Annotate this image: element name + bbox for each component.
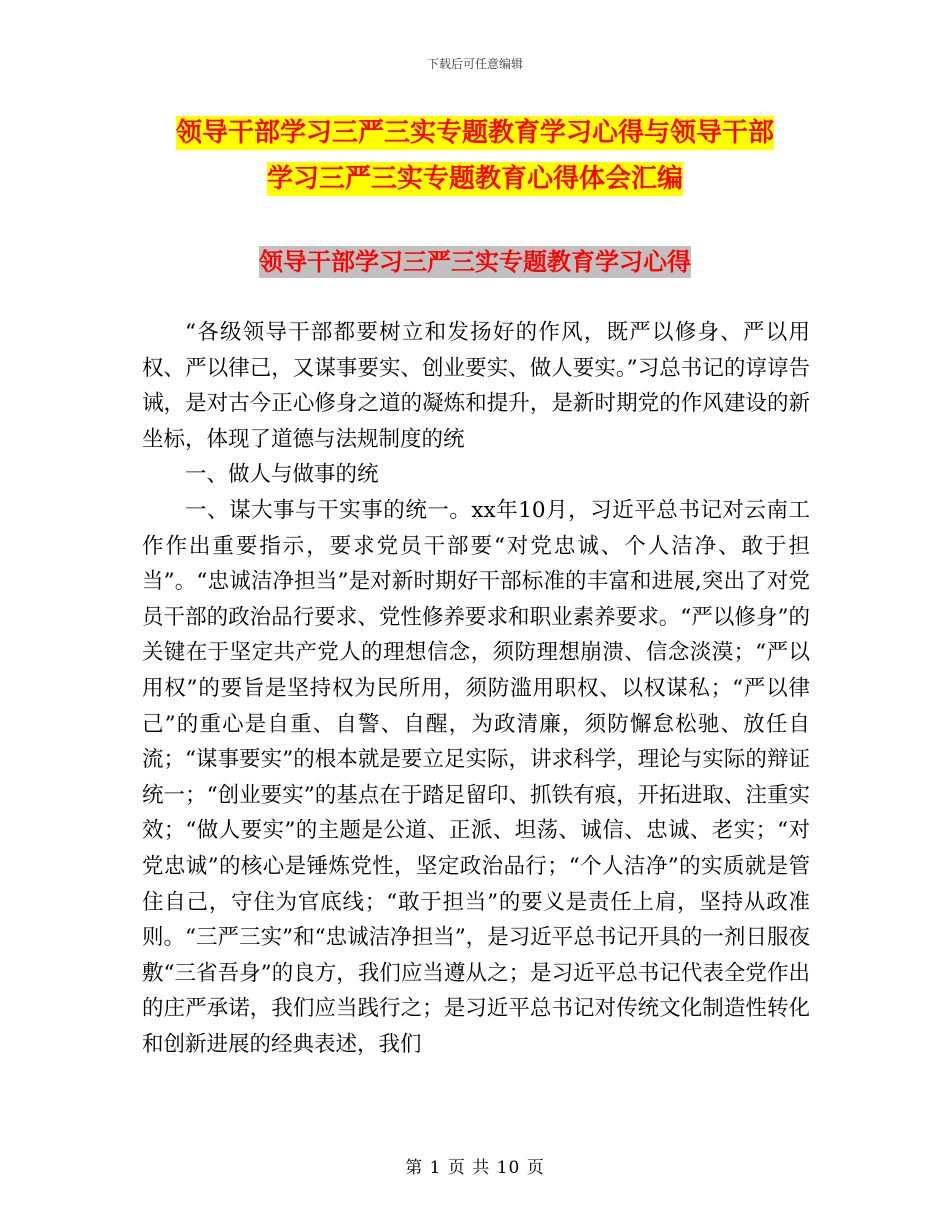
document-body: [142, 315, 810, 1062]
paragraph-main: 一、谋大事与干实事的统一。xx年10月，习近平总书记对云南工作作出重要指示，要求党员干部要“对党忠诚、个人洁净、敢于担当”。“忠诚洁净担当”是对新时期好干部标准的丰富和进展,突出了对党员干部的政治品行要求、党性修养要求和职业素养要求。“严以修身”的关键在于坚定共产党人的理想信念，须防理想崩溃、信念淡漠；“严以用权”的要旨是坚持权为民所用，须防滥用职权、以权谋私；“严以律己”的重心是自重、自警、自醒，为政清廉，须防懈怠松驰、放任自流；“谋事要实”的根本就是要立足实际，讲求科学，理论与实际的辩证统一；“创业要实”的基点在于踏足留印、抓铁有痕，开拓进取、注重实效；“做人要实”的主题是公道、正派、坦荡、诚信、忠诚、老实；“对党忠诚”的核心是锤炼党性，坚定政治品行；“个人洁净”的实质就是管住自己，守住为官底线；“敢于担当”的要义是责任上肩，坚持从政准则。“三严三实”和“忠诚洁净担当”，是习近平总书记开具的一剂日服夜敷“三省吾身”的良方，我们应当遵从之；是习近平总书记代表全党作出的庄严承诺，我们应当践行之；是习近平总书记对传统文化制造性转化和创新进展的经典表述，我们: [142, 497, 810, 1057]
document-title: [0, 110, 950, 202]
paragraph-intro: “各级领导干部都要树立和发扬好的作风，既严以修身、严以用权、严以律己，又谋事要实、创业要实、做人要实。”习总书记的谆谆告诫，是对古今正心修身之道的凝炼和提升，是新时期党的作风建设的新坐标，体现了道德与法规制度的统: [142, 320, 810, 452]
header-note: 下载后可任意编辑: [426, 57, 523, 71]
section-heading: [0, 244, 950, 280]
section-heading-text: 领导干部学习三严三实专题教育学习心得: [259, 248, 691, 276]
paragraph-heading-1: 一、做人与做事的统: [185, 462, 379, 488]
title-line-1: 领导干部学习三严三实专题教育学习心得与领导干部: [175, 118, 774, 148]
page-footer: 第 1 页 共 10 页: [405, 1158, 545, 1178]
title-line-2: 学习三严三实专题教育心得体会汇编: [266, 164, 683, 194]
